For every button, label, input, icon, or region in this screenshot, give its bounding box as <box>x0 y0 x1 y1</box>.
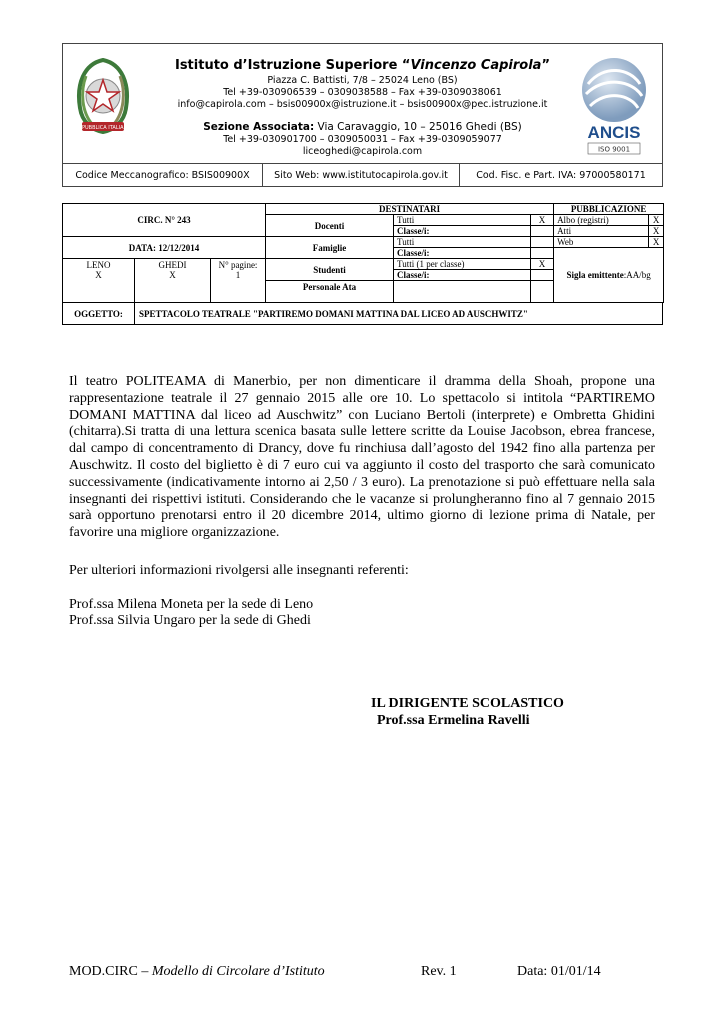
docenti-tutti-mark: X <box>531 215 554 226</box>
footer-revision: Rev. 1 <box>421 964 457 979</box>
signature-name: Prof.ssa Ermelina Ravelli <box>377 713 530 728</box>
footer-date: Data: 01/01/14 <box>517 964 601 979</box>
studenti-classe-mark <box>531 270 554 281</box>
circular-info-table <box>62 203 664 303</box>
sede-leno: LENO X <box>63 259 135 303</box>
albo-mark: X <box>649 215 664 226</box>
famiglie-classe-mark <box>531 248 554 259</box>
info-line: Per ulteriori informazioni rivolgersi alle insegnanti referenti: <box>69 563 409 578</box>
oggetto-table <box>62 302 663 325</box>
atti-label: Atti <box>554 226 649 237</box>
web-mark: X <box>649 237 664 248</box>
personale-ata-label: Personale Ata <box>266 281 394 303</box>
personale-ata-mark <box>531 281 554 303</box>
destinatari-header: DESTINATARI <box>266 204 554 215</box>
studenti-tutti: Tutti (1 per classe) <box>394 259 531 270</box>
body-paragraph: Il teatro POLITEAMA di Manerbio, per non dimenticare il dramma della Shoah, propone una rappresentazione teatrale il 27 gennaio 2015 alle ore 10. Lo spettacolo si intitola “PARTIREMO DOMANI MATTINA dal liceo ad Auschwitz” con Luciano Bertoli (interprete) e Ombretta Ghidini (chitarra).Si tratta di una lettura scenica basata sulle lettere scritte da Louise Jacobson, ebrea francese, dal campo di concentramento di Drancy, dove fu rinchiusa dall’agosto del 1942 fino alla partenza per Auschwitz. Il costo del biglietto è di 7 euro cui va aggiunto il costo del trasporto che sarà comunicato successivamente (indicativamente intorno ai 2,50 / 3 euro). La prenotazione si può effettuare nella sala insegnanti dei rispettivi istituti. Considerando che le vacanze si prolungheranno fino al 7 gennaio 2015 sarà opportuno prenotarsi entro il 20 dicembre 2014, ultimo giorno di lezione prima di Natale, per favorire una migliore organizzazione. <box>69 374 655 541</box>
svg-text:REPUBBLICA ITALIANA: REPUBBLICA ITALIANA <box>75 125 131 131</box>
docenti-classe-mark <box>531 226 554 237</box>
atti-mark: X <box>649 226 664 237</box>
codice-meccanografico: Codice Meccanografico: BSIS00900X <box>63 164 263 186</box>
studenti-label: Studenti <box>266 259 394 281</box>
sede-ghedi: GHEDI X <box>135 259 211 303</box>
studenti-classe: Classe/i: <box>394 270 531 281</box>
albo-label: Albo (registri) <box>554 215 649 226</box>
codice-fiscale: Cod. Fisc. e Part. IVA: 97000580171 <box>476 169 646 181</box>
docenti-tutti: Tutti <box>394 215 531 226</box>
sigla-emittente: Sigla emittente:AA/bg <box>554 248 664 303</box>
pubblicazione-header: PUBBLICAZIONE <box>554 204 664 215</box>
ancis-label: ANCIS <box>587 123 641 142</box>
iso-label: ISO 9001 <box>597 145 631 154</box>
ancis-logo-icon <box>574 54 654 156</box>
referent-leno: Prof.ssa Milena Moneta per la sede di Leno <box>69 597 314 612</box>
referent-ghedi: Prof.ssa Silvia Ungaro per la sede di Ghedi <box>69 613 311 628</box>
footer-model: MOD.CIRC – Modello di Circolare d’Istituto <box>69 964 325 979</box>
famiglie-tutti-mark <box>531 237 554 248</box>
docenti-label: Docenti <box>266 215 394 237</box>
school-title: Istituto d’Istruzione Superiore “Vincenzo Capirola” <box>174 58 551 73</box>
docenti-classe: Classe/i: <box>394 226 531 237</box>
letterhead-codes <box>63 163 662 186</box>
web-label: Web <box>554 237 649 248</box>
famiglie-classe: Classe/i: <box>394 248 531 259</box>
letterhead <box>62 43 663 187</box>
oggetto-value: SPETTACOLO TEATRALE "PARTIREMO DOMANI MATTINA DAL LICEO AD AUSCHWITZ" <box>135 303 663 325</box>
famiglie-label: Famiglie <box>266 237 394 259</box>
studenti-tutti-mark: X <box>531 259 554 270</box>
branch-phone: Tel +39-030901700 – 0309050031 – Fax +39-0309059077 <box>223 134 502 145</box>
school-emails: info@capirola.com – bsis00900x@istruzione.it – bsis00900x@pec.istruzione.it <box>177 99 548 110</box>
pagine: N° pagine: 1 <box>211 259 266 303</box>
famiglie-tutti: Tutti <box>394 237 531 248</box>
signature-role: IL DIRIGENTE SCOLASTICO <box>371 696 564 711</box>
school-address: Piazza C. Battisti, 7/8 – 25024 Leno (BS) <box>267 75 458 86</box>
branch-address: Sezione Associata: Via Caravaggio, 10 – 25016 Ghedi (BS) <box>203 121 522 133</box>
sito-web: Sito Web: www.istitutocapirola.gov.it <box>263 164 460 186</box>
circ-date: DATA: 12/12/2014 <box>63 237 266 259</box>
school-phone: Tel +39-030906539 – 0309038588 – Fax +39-0309038061 <box>223 87 502 98</box>
circ-number: CIRC. N° 243 <box>63 204 266 237</box>
oggetto-label: OGGETTO: <box>63 303 135 325</box>
personale-ata-value <box>394 281 531 303</box>
branch-email: liceoghedi@capirola.com <box>302 146 423 157</box>
